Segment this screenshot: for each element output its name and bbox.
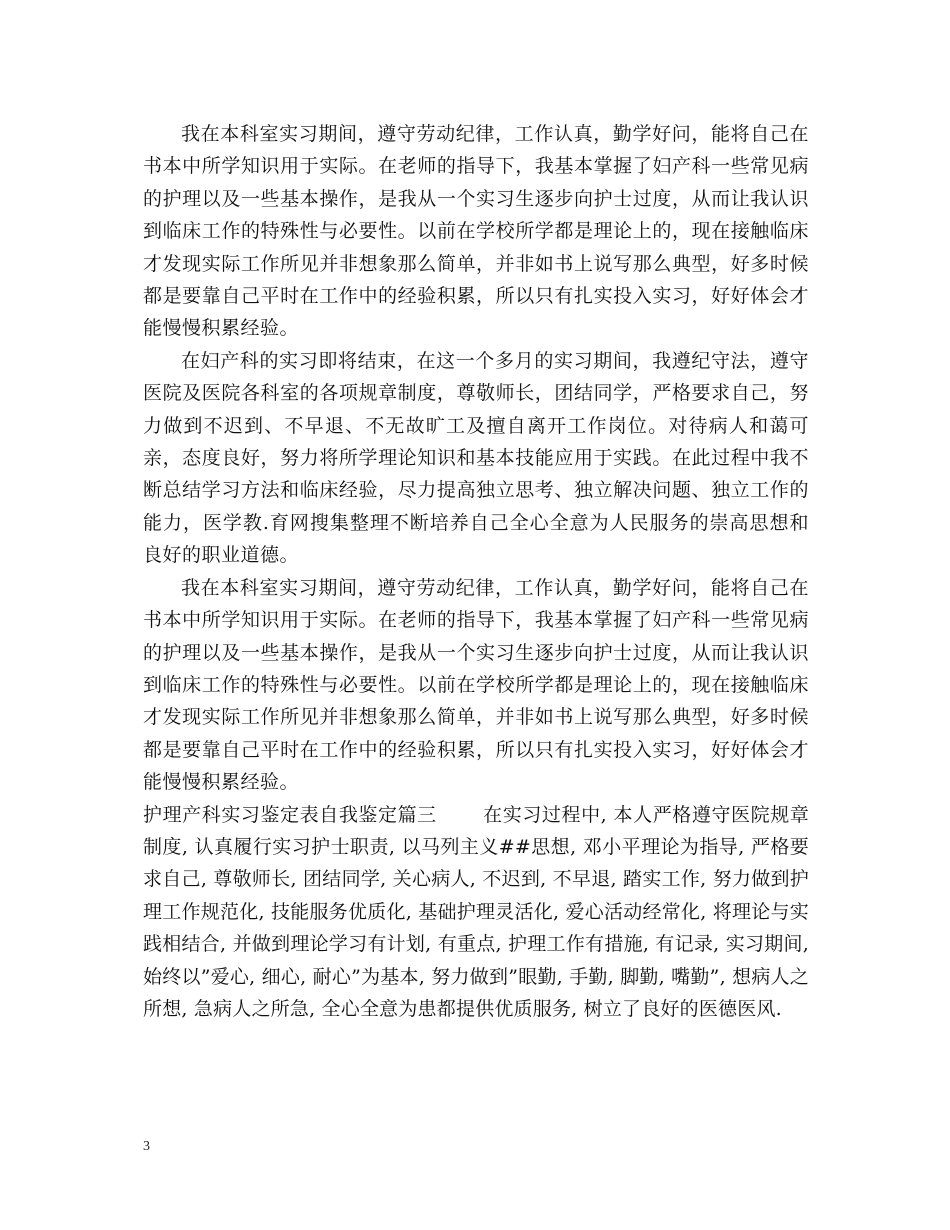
section-title: 护理产科实习鉴定表自我鉴定篇三 [143,803,437,826]
section-body: 在实习过程中, 本人严格遵守医院规章制度, 认真履行实习护士职责, 以马列主义##思想, 邓小平理论为指导, 严格要求自己, 尊敬师长, 团结同学, 关心病人, 不迟到, 不早退, 踏实工作, 努力做到护理工作规范化, 技能服务优质化, 基础护理灵活化, 爱心活动经常化, 将理论与实践相结合, 并做到理论学习有计划, 有重点, 护理工作有措施, 有记录, 实习期间, 始终以”爱心, 细心, 耐心”为基本, 努力做到”眼勤, 手勤, 脚勤, 嘴勤”, 想病人之所想, 急病人之所急, 全心全意为患都提供优质服务, 树立了良好的医德医风. [143,803,809,1020]
section-gap [437,804,483,826]
page-number: 3 [143,1139,150,1154]
document-body [143,118,809,1025]
paragraph-1: 我在本科室实习期间，遵守劳动纪律，工作认真，勤学好问，能将自己在书本中所学知识用于实际。在老师的指导下，我基本掌握了妇产科一些常见病的护理以及一些基本操作，是我从一个实习生逐步向护士过度，从而让我认识到临床工作的特殊性与必要性。以前在学校所学都是理论上的，现在接触临床才发现实际工作所见并非想象那么简单，并非如书上说写那么典型，好多时候都是要靠自己平时在工作中的经验积累，所以只有扎实投入实习，好好体会才能慢慢积累经验。 [143,123,809,340]
paragraph-2: 在妇产科的实习即将结束，在这一个多月的实习期间，我遵纪守法，遵守医院及医院各科室的各项规章制度，尊敬师长，团结同学，严格要求自己，努力做到不迟到、不早退、不无故旷工及擅自离开工作岗位。对待病人和蔼可亲，态度良好，努力将所学理论知识和基本技能应用于实践。在此过程中我不断总结学习方法和临床经验，尽力提高独立思考、独立解决问题、独立工作的能力，医学教.育网搜集整理不断培养自己全心全意为人民服务的崇高思想和良好的职业道德。 [143,349,809,567]
paragraph-3: 我在本科室实习期间，遵守劳动纪律，工作认真，勤学好问，能将自己在书本中所学知识用于实际。在老师的指导下，我基本掌握了妇产科一些常见病的护理以及一些基本操作，是我从一个实习生逐步向护士过度，从而让我认识到临床工作的特殊性与必要性。以前在学校所学都是理论上的，现在接触临床才发现实际工作所见并非想象那么简单，并非如书上说写那么典型，好多时候都是要靠自己平时在工作中的经验积累，所以只有扎实投入实习，好好体会才能慢慢积累经验。 [143,576,809,794]
section-paragraph [143,799,809,1026]
